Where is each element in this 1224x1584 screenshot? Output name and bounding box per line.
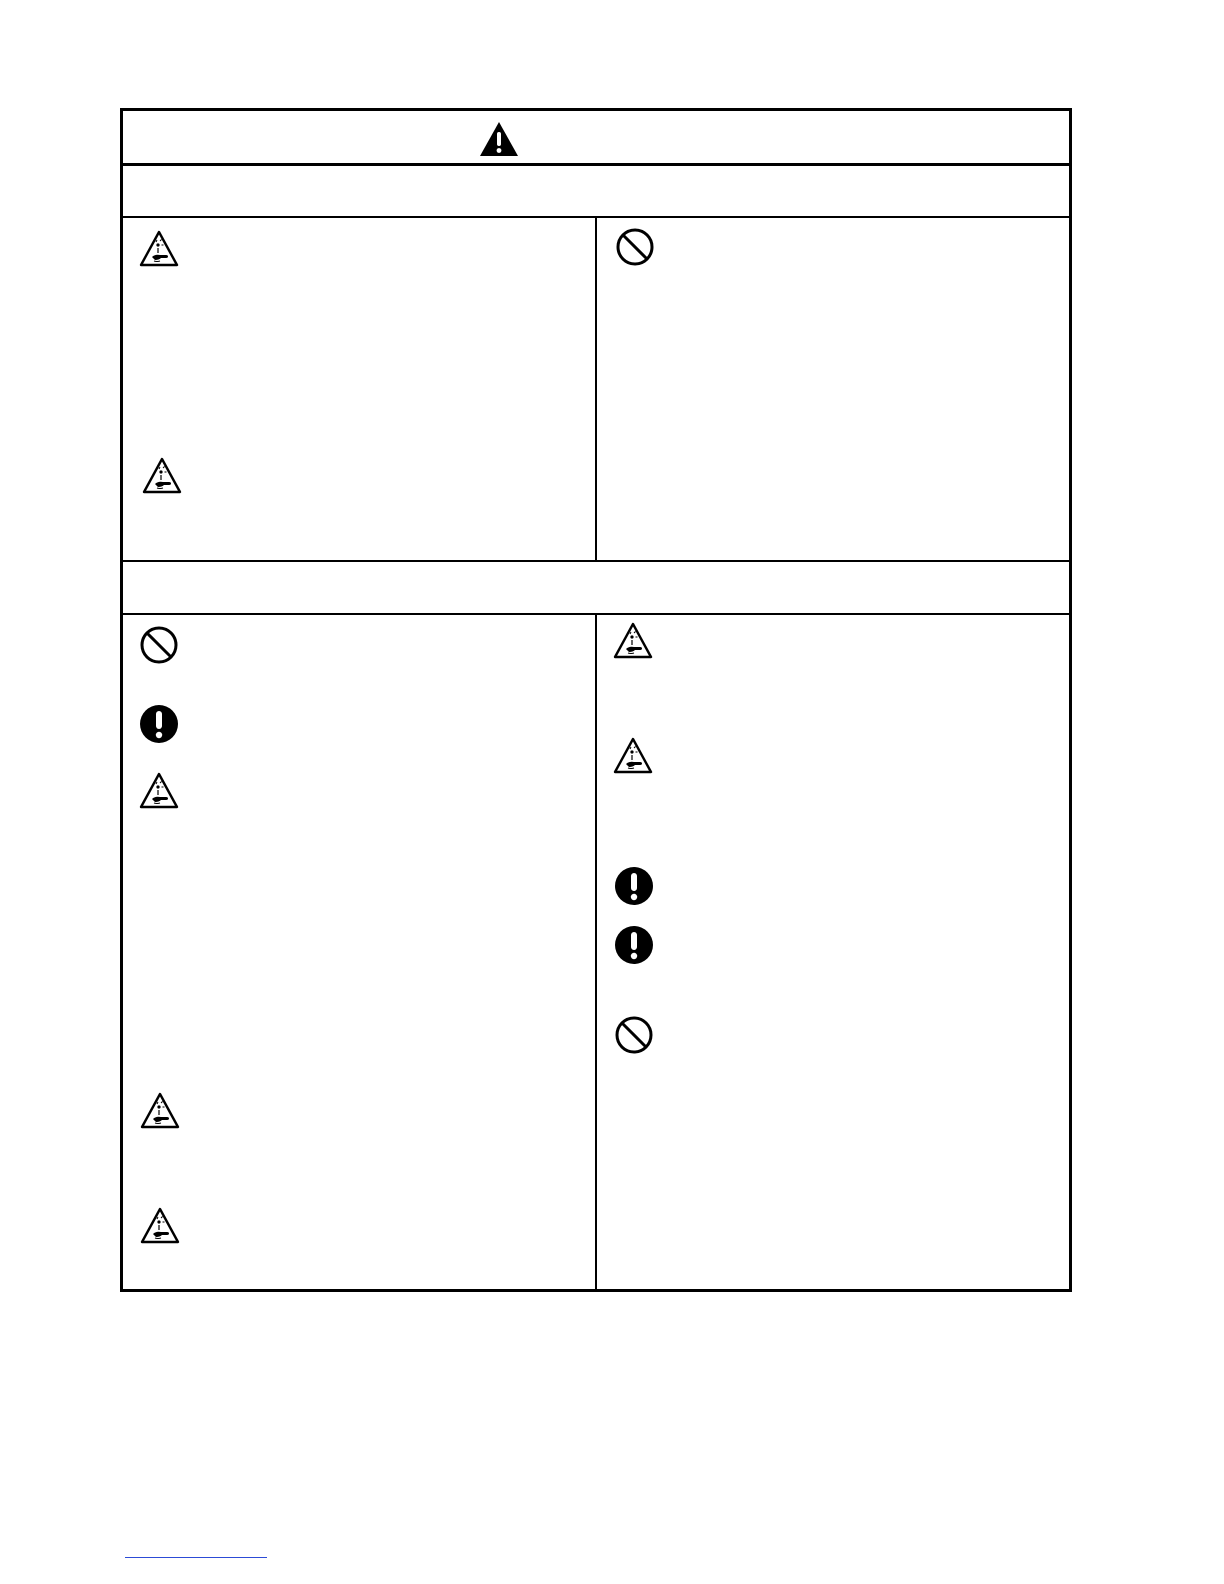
section-2-title-band xyxy=(123,562,1069,615)
prohibition-icon xyxy=(614,226,656,268)
footer-link-underline[interactable] xyxy=(125,1557,267,1558)
mandatory-action-icon xyxy=(613,924,655,966)
mandatory-action-icon xyxy=(613,865,655,907)
section-1 xyxy=(123,218,1069,562)
section-2 xyxy=(123,615,1069,1289)
section-2-right-column xyxy=(597,615,1069,1289)
table-header xyxy=(123,111,1069,166)
crush-hazard-icon xyxy=(138,228,180,270)
crush-hazard-icon xyxy=(139,1205,181,1247)
section-1-left-column xyxy=(123,218,597,560)
crush-hazard-icon xyxy=(612,735,654,777)
safety-table xyxy=(120,108,1072,1292)
crush-hazard-icon xyxy=(141,455,183,497)
warning-triangle-icon xyxy=(479,121,519,157)
prohibition-icon xyxy=(613,1014,655,1056)
section-2-left-column xyxy=(123,615,597,1289)
section-1-title-band xyxy=(123,166,1069,218)
crush-hazard-icon xyxy=(139,1090,181,1132)
mandatory-action-icon xyxy=(138,703,180,745)
crush-hazard-icon xyxy=(612,620,654,662)
crush-hazard-icon xyxy=(138,770,180,812)
prohibition-icon xyxy=(138,624,180,666)
section-1-right-column xyxy=(597,218,1069,560)
